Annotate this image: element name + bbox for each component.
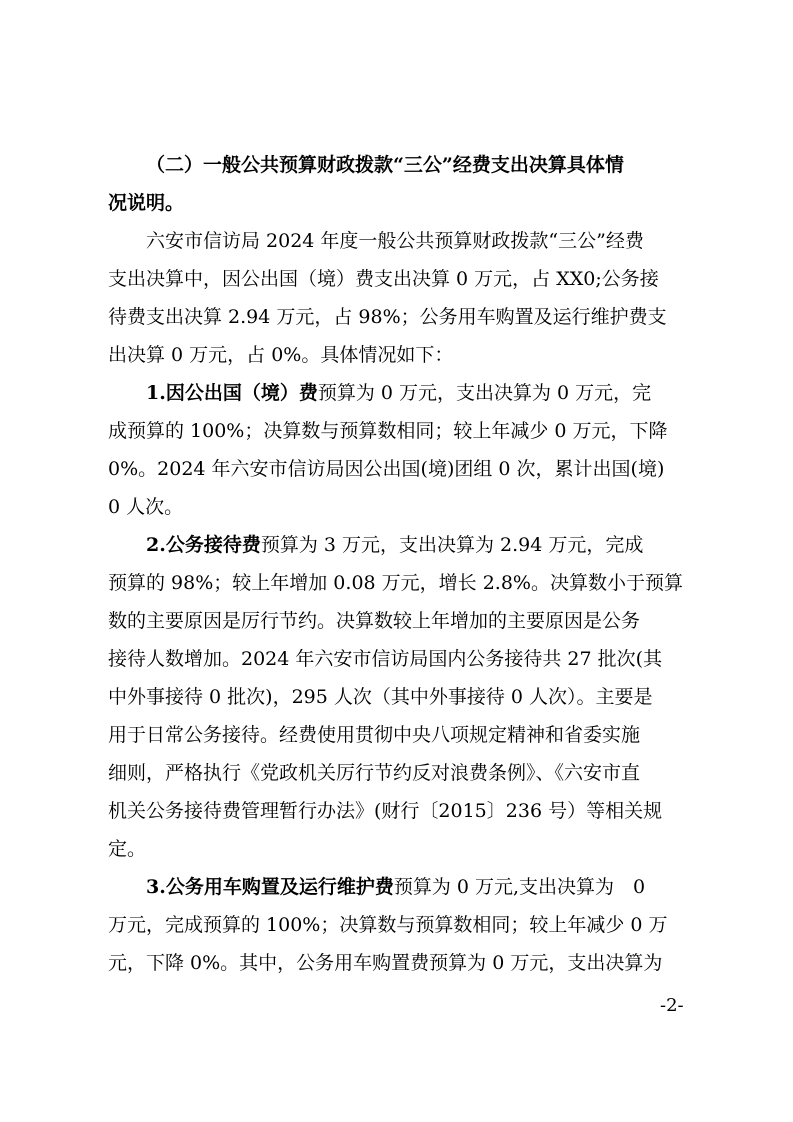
item3-line-3: 元，下降 0%。其中，公务用车购置费预算为 0 万元，支出决算为 <box>108 952 663 974</box>
intro-line-1: 六安市信访局 2024 年度一般公共预算财政拨款“三公”经费 <box>146 230 644 252</box>
item1-line-2: 成预算的 100%；决算数与预算数相同；较上年减少 0 万元，下降 <box>108 420 668 442</box>
item2-line-5: 中外事接待 0 批次)，295 人次（其中外事接待 0 人次）。主要是 <box>108 686 653 708</box>
item3-line-2: 万元，完成预算的 100%；决算数与预算数相同；较上年减少 0 万 <box>108 914 668 936</box>
intro-line-2: 支出决算中，因公出国（境）费支出决算 0 万元，占 XX0;公务接 <box>108 268 659 290</box>
item1-line-4: 0 人次。 <box>108 496 184 518</box>
item3-title: 3.公务用车购置及运行维护费 <box>146 876 394 898</box>
item2-line-6: 用于日常公务接待。经费使用贯彻中央八项规定精神和省委实施 <box>108 724 641 746</box>
page-number: -2- <box>660 995 684 1016</box>
item1-title: 1.因公出国（境）费 <box>146 382 318 404</box>
item1-line-3: 0%。2024 年六安市信访局因公出国(境)团组 0 次，累计出国(境) <box>108 458 665 480</box>
item2-line-1-text: 预算为 3 万元，支出决算为 2.94 万元，完成 <box>260 534 644 556</box>
item3-line-1 <box>146 874 645 900</box>
intro-line-4: 出决算 0 万元，占 0%。具体情况如下： <box>108 344 454 366</box>
item3-line-1-text: 预算为 0 万元,支出决算为 0 <box>393 876 646 898</box>
item2-title: 2.公务接待费 <box>146 534 261 556</box>
item2-line-8: 机关公务接待费管理暂行办法》(财行〔2015〕236 号）等相关规 <box>108 800 663 822</box>
item1-line-1-text: 预算为 0 万元，支出决算为 0 万元，完 <box>317 382 652 404</box>
item2-line-1 <box>146 532 643 558</box>
section-heading-line-1: （二）一般公共预算财政拨款“三公”经费支出决算具体情 <box>146 154 624 176</box>
item2-line-9: 定。 <box>108 838 147 860</box>
item2-line-3: 数的主要原因是厉行节约。决算数较上年增加的主要原因是公务 <box>108 610 641 632</box>
intro-line-3: 待费支出决算 2.94 万元，占 98%；公务用车购置及运行维护费支 <box>108 306 667 328</box>
section-heading-line-2: 况说明。 <box>108 192 185 214</box>
item2-line-4: 接待人数增加。2024 年六安市信访局国内公务接待共 27 批次(其 <box>108 648 663 670</box>
item1-line-1 <box>146 380 651 406</box>
item2-line-2: 预算的 98%；较上年增加 0.08 万元，增长 2.8%。决算数小于预算 <box>108 572 683 594</box>
item2-line-7: 细则，严格执行《党政机关厉行节约反对浪费条例》、《六安市直 <box>108 762 641 784</box>
